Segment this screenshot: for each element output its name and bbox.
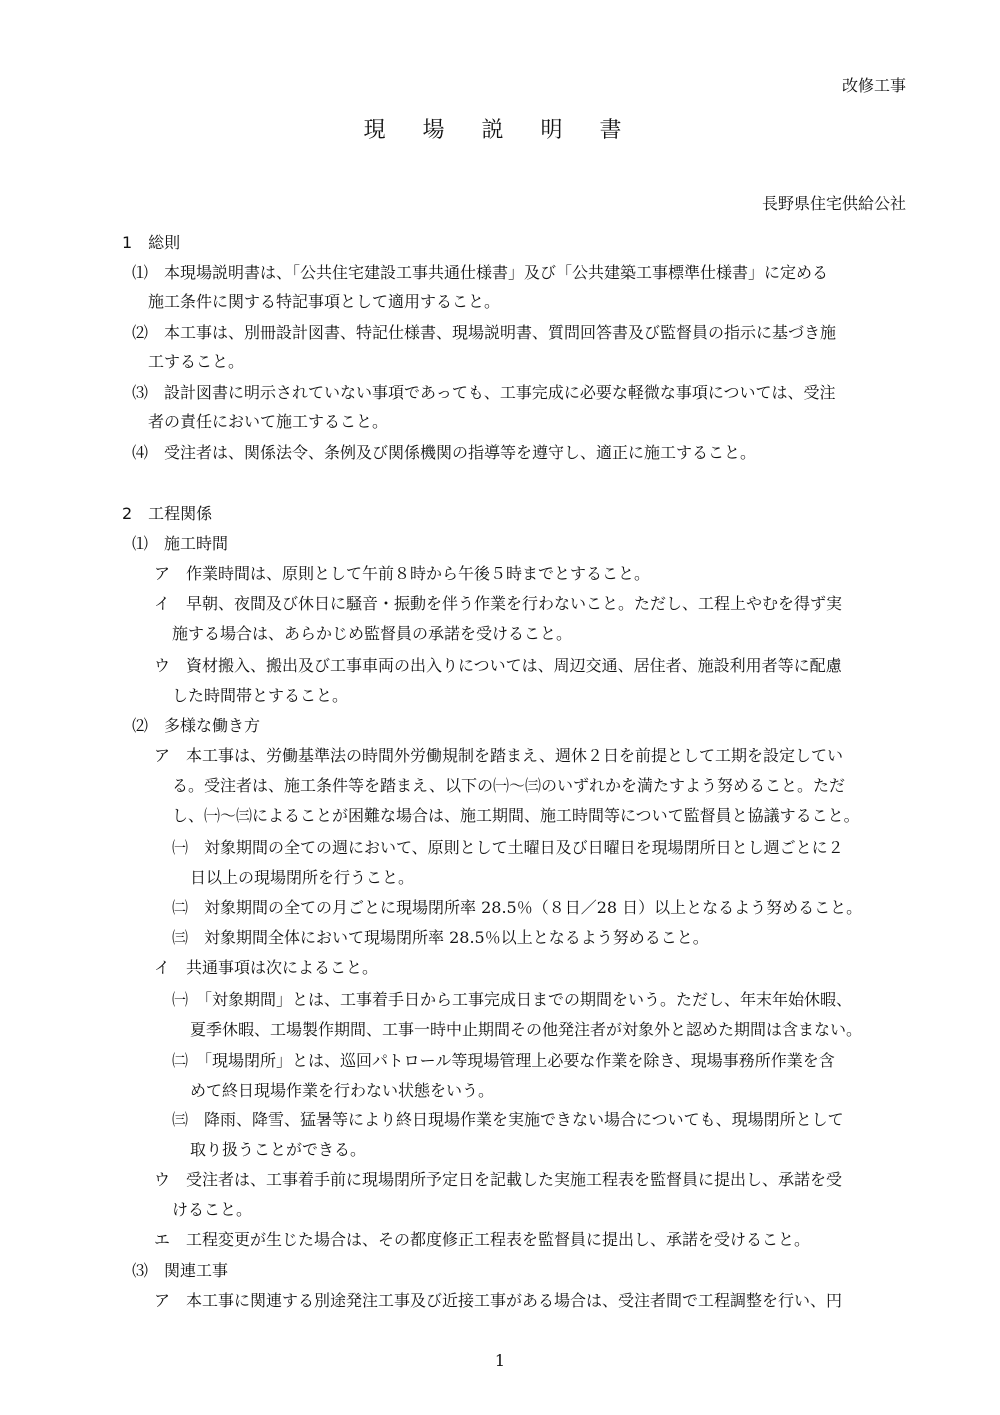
body-line: ㈢ 降雨、降雪、猛暑等により終日現場作業を実施できない場合についても、現場閉所として [172,1110,844,1129]
body-line: ⑴ 施工時間 [132,534,229,553]
body-line: した時間帯とすること。 [172,686,349,705]
body-line: し、㈠～㈢によることが困難な場合は、施工期間、施工時間等について監督員と協議すること。 [172,806,860,825]
document-title: 現 場 説 明 書 [363,118,637,143]
body-line: ア 作業時間は、原則として午前８時から午後５時までとすること。 [154,564,651,583]
body-line: エ 工程変更が生じた場合は、その都度修正工程表を監督員に提出し、承諾を受けること。 [154,1230,811,1249]
body-line: 施する場合は、あらかじめ監督員の承諾を受けること。 [172,624,573,643]
issuer-name: 長野県住宅供給公社 [761,194,906,213]
body-line: ⑵ 多様な働き方 [132,716,261,735]
body-line: ㈢ 対象期間全体において現場閉所率 28.5％以上となるよう努めること。 [172,928,709,947]
body-line: 工すること。 [148,352,245,371]
body-line: めて終日現場作業を行わない状態をいう。 [190,1081,495,1100]
body-line: ⑷ 受注者は、関係法令、条例及び関係機関の指導等を遵守し、適正に施工すること。 [132,443,757,462]
body-line: ㈡ 対象期間の全ての月ごとに現場閉所率 28.5％（８日／28 日）以上となるよう努めること。 [172,898,863,917]
body-line: ウ 受注者は、工事着手前に現場閉所予定日を記載した実施工程表を監督員に提出し、承諾を受 [154,1170,843,1189]
body-line: 夏季休暇、工場製作期間、工事一時中止期間その他発注者が対象外と認めた期間は含まない。 [190,1020,863,1039]
body-line: 取り扱うことができる。 [190,1140,367,1159]
body-line: イ 早朝、夜間及び休日に騒音・振動を伴う作業を行わないこと。ただし、工程上やむを得ず実 [154,594,843,613]
body-line: ㈠ 「対象期間」とは、工事着手日から工事完成日までの期間をいう。ただし、年末年始休暇、 [172,990,853,1009]
body-line: ㈡ 「現場閉所」とは、巡回パトロール等現場管理上必要な作業を除き、現場事務所作業を含 [172,1051,835,1070]
page-number: 1 [494,1351,506,1370]
body-line: ⑴ 本現場説明書は、「公共住宅建設工事共通仕様書」及び「公共建築工事標準仕様書」に定める [132,263,829,282]
document-category: 改修工事 [841,76,906,95]
body-line: る。受注者は、施工条件等を踏まえ、以下の㈠～㈢のいずれかを満たすよう努めること。ただ [172,776,845,795]
body-line: 日以上の現場閉所を行うこと。 [190,868,415,887]
section-heading: 1 総則 [122,233,181,252]
body-line: けること。 [172,1200,253,1219]
body-line: ⑶ 設計図書に明示されていない事項であっても、工事完成に必要な軽微な事項については、受注 [132,383,836,402]
body-line: ア 本工事は、労働基準法の時間外労働規制を踏まえ、週休２日を前提として工期を設定してい [154,746,843,765]
body-line: ⑵ 本工事は、別冊設計図書、特記仕様書、現場説明書、質問回答書及び監督員の指示に基づき施 [132,323,837,342]
section-heading: 2 工程関係 [122,504,213,523]
body-line: 施工条件に関する特記事項として適用すること。 [148,292,501,311]
body-line: ア 本工事に関連する別途発注工事及び近接工事がある場合は、受注者間で工程調整を行い、円 [154,1291,843,1310]
body-line: ウ 資材搬入、搬出及び工事車両の出入りについては、周辺交通、居住者、施設利用者等に配慮 [154,656,842,675]
body-line: イ 共通事項は次によること。 [154,958,379,977]
body-line: ⑶ 関連工事 [132,1261,229,1280]
body-line: 者の責任において施工すること。 [148,412,389,431]
body-line: ㈠ 対象期間の全ての週において、原則として土曜日及び日曜日を現場閉所日とし週ごとに２ [172,838,844,857]
